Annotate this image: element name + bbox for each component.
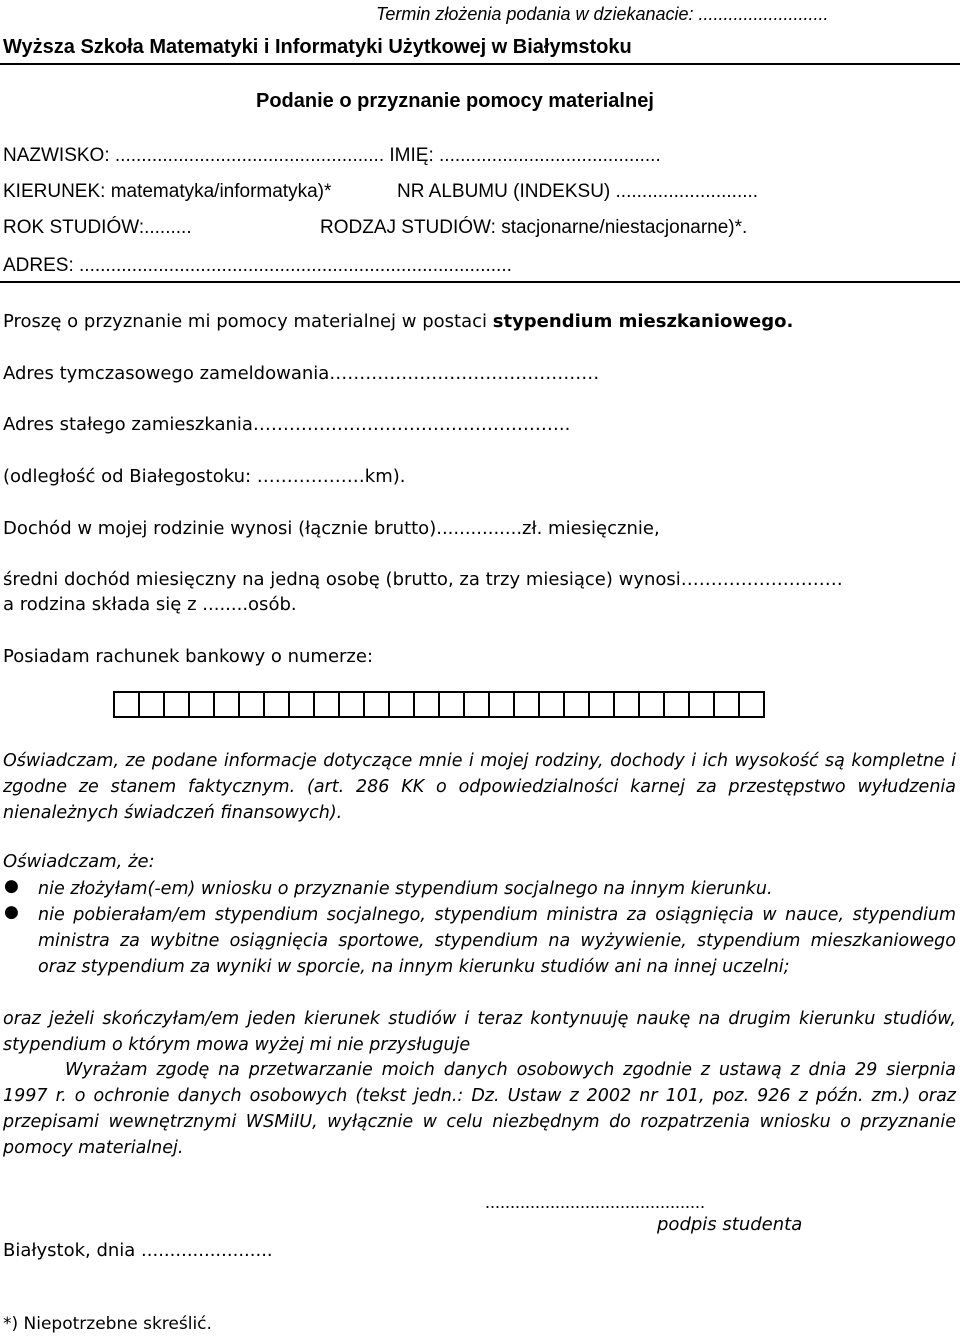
signature-line[interactable]: ............................................ xyxy=(485,1192,706,1212)
submission-deadline: Termin złożenia podania w dziekanacie: .......................... xyxy=(376,4,829,24)
bullet-dot: ● xyxy=(4,902,19,922)
account-digit-box[interactable] xyxy=(463,691,490,718)
header-divider xyxy=(0,63,960,65)
account-digit-box[interactable] xyxy=(488,691,515,718)
account-digit-box[interactable] xyxy=(663,691,690,718)
family-income-field[interactable]: Dochód w mojej rodzinie wynosi (łącznie brutto)...............zł. miesięcznie, xyxy=(3,518,660,539)
major-field[interactable]: KIERUNEK: matematyka/informatyka)* xyxy=(3,181,332,202)
request-statement xyxy=(3,311,793,332)
distance-field[interactable]: (odległość od Białegostoku: ………………km). xyxy=(3,466,406,487)
account-digit-box[interactable] xyxy=(438,691,465,718)
account-digit-box[interactable] xyxy=(238,691,265,718)
surname-name-field[interactable]: NAZWISKO: ................................................... IMIĘ: .......................................... xyxy=(3,145,661,166)
account-digit-box[interactable] xyxy=(713,691,740,718)
account-digit-box[interactable] xyxy=(688,691,715,718)
request-suffix: . xyxy=(786,311,794,332)
study-mode-field[interactable]: RODZAJ STUDIÓW: stacjonarne/niestacjonarne)*. xyxy=(320,217,748,238)
account-digit-box[interactable] xyxy=(613,691,640,718)
bullet-text: nie złożyłam(-em) wniosku o przyznanie stypendium socjalnego na innym kierunku. xyxy=(38,879,773,899)
request-prefix: Proszę o przyznanie mi pomocy materialnej w postaci xyxy=(3,311,493,332)
account-digit-box[interactable] xyxy=(163,691,190,718)
bullet-text: nie pobierałam/em stypendium socjalnego, stypendium ministra za osiągnięcia w nauce, stypendium ministra za wybitne osiągnięcia sportowe, stypendium na wyżywienie, stypendium mieszkaniowego oraz stypendium za wyniki w sporcie, na innym kierunku studiów ani na innej uczelni; xyxy=(38,905,956,977)
school-name: Wyższa Szkoła Matematyki i Informatyki Użytkowej w Białymstoku xyxy=(3,36,632,58)
account-digit-box[interactable] xyxy=(588,691,615,718)
bullet-dot: ● xyxy=(4,876,19,896)
account-digit-box[interactable] xyxy=(213,691,240,718)
additional-statement: oraz jeżeli skończyłam/em jeden kierunek studiów i teraz kontynuuję naukę na drugim kierunku studiów, stypendium o którym mowa wyżej mi nie przysługuje xyxy=(3,1009,956,1055)
bank-account-number-input[interactable] xyxy=(113,691,765,718)
place-date-field[interactable]: Białystok, dnia ....................... xyxy=(3,1240,273,1261)
family-size-field[interactable]: a rodzina składa się z ........osób. xyxy=(3,594,297,615)
average-income-field[interactable]: średni dochód miesięczny na jedną osobę (brutto, za trzy miesiące) wynosi……………………… xyxy=(3,569,843,590)
album-number-field[interactable]: NR ALBUMU (INDEKSU) ........................... xyxy=(397,181,759,202)
data-processing-consent: Wyrażam zgodę na przetwarzanie moich danych osobowych zgodnie z ustawą z dnia 29 sierpnia 1997 r. o ochronie danych osobowych (tekst jedn.: Dz. Ustaw z 2002 nr 101, poz. 926 z późn. zm.) oraz przepisami wewnętrznymi WSMiIU, wyłącznie w celu niezbędnym do rozpatrzenia wniosku o przyznanie pomocy materialnej. xyxy=(3,1060,956,1158)
study-year-field[interactable]: ROK STUDIÓW:......... xyxy=(3,217,192,238)
account-digit-box[interactable] xyxy=(388,691,415,718)
request-scholarship-type: stypendium mieszkaniowego xyxy=(492,311,787,332)
declaration-accuracy: Oświadczam, ze podane informacje dotyczące mnie i mojej rodziny, dochody i ich wysokość są kompletne i zgodne ze stanem faktycznym. (art. 286 KK o odpowiedzialności karnej za przestępstwo wyłudzenia nienależnych świadczeń finansowych). xyxy=(3,751,956,823)
address-divider xyxy=(0,281,960,283)
account-digit-box[interactable] xyxy=(188,691,215,718)
account-digit-box[interactable] xyxy=(538,691,565,718)
signature-label: podpis studenta xyxy=(657,1214,803,1235)
bank-account-label: Posiadam rachunek bankowy o numerze: xyxy=(3,646,374,667)
permanent-address-field[interactable]: Adres stałego zamieszkania…………………………………………….. xyxy=(3,414,571,435)
declaration-heading: Oświadczam, że: xyxy=(3,851,155,872)
account-digit-box[interactable] xyxy=(363,691,390,718)
account-digit-box[interactable] xyxy=(313,691,340,718)
account-digit-box[interactable] xyxy=(138,691,165,718)
account-digit-box[interactable] xyxy=(563,691,590,718)
temporary-address-field[interactable]: Adres tymczasowego zameldowania……………………………………… xyxy=(3,363,600,384)
account-digit-box[interactable] xyxy=(113,691,140,718)
form-title: Podanie o przyznanie pomocy materialnej xyxy=(256,90,654,112)
account-digit-box[interactable] xyxy=(288,691,315,718)
footnote: *) Niepotrzebne skreślić. xyxy=(3,1314,212,1334)
account-digit-box[interactable] xyxy=(338,691,365,718)
account-digit-box[interactable] xyxy=(263,691,290,718)
account-digit-box[interactable] xyxy=(413,691,440,718)
address-field[interactable]: ADRES: .................................................................................. xyxy=(3,255,512,276)
account-digit-box[interactable] xyxy=(513,691,540,718)
account-digit-box[interactable] xyxy=(638,691,665,718)
account-digit-box[interactable] xyxy=(738,691,765,718)
